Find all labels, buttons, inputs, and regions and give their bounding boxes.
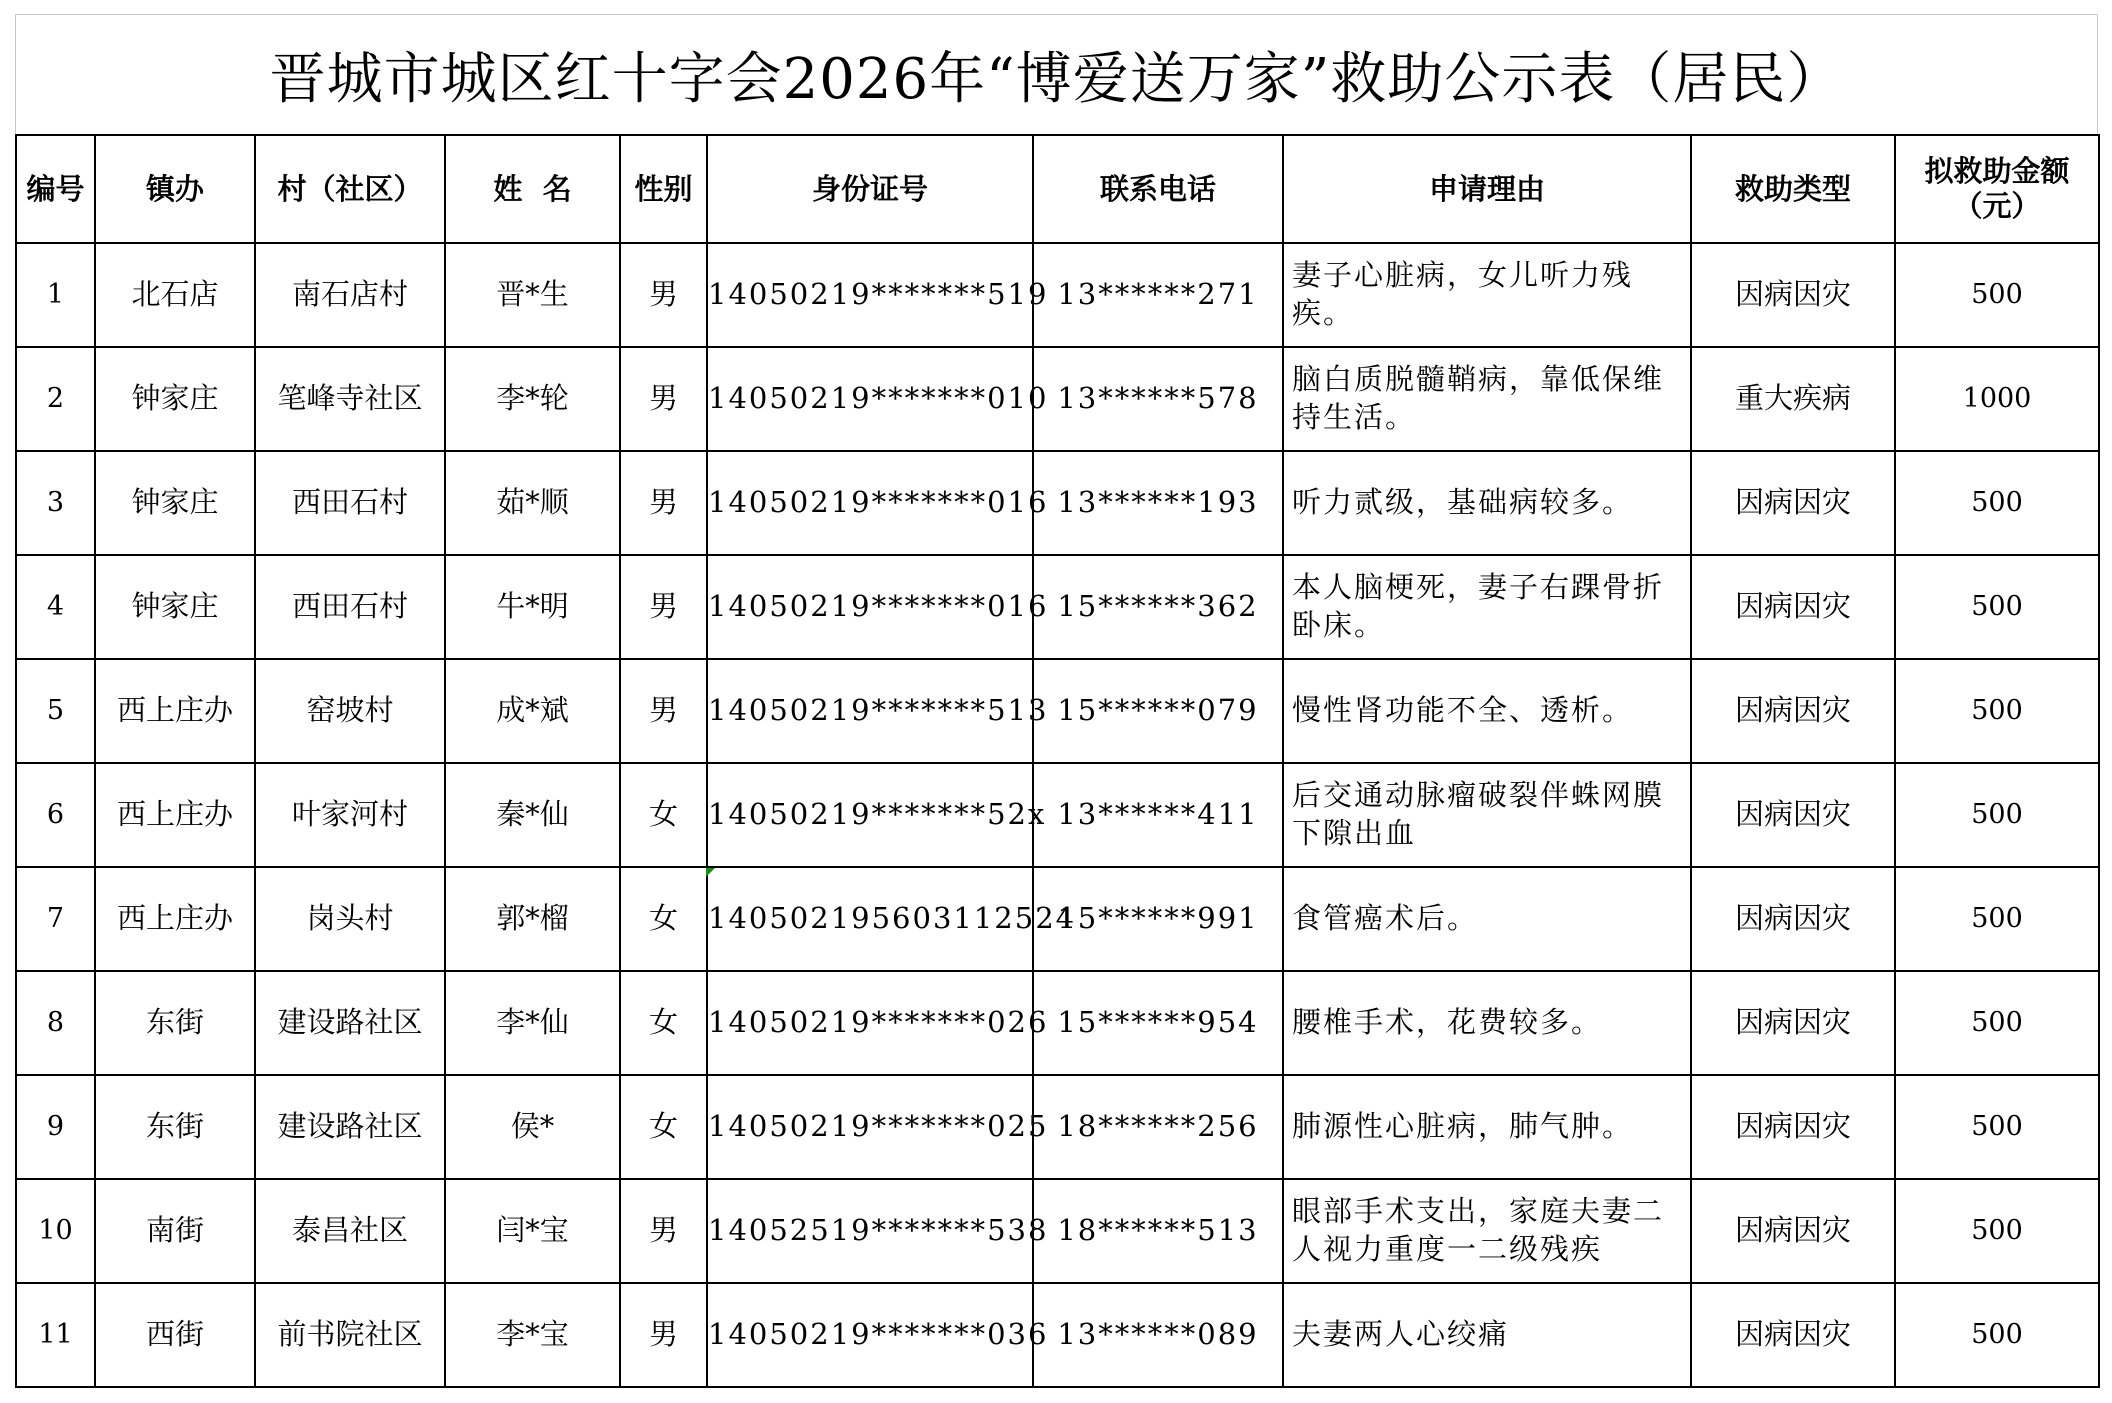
table-row bbox=[16, 1283, 2099, 1387]
header-village: 村（社区） bbox=[255, 135, 445, 243]
cell-reason: 腰椎手术，花费较多。 bbox=[1283, 971, 1691, 1075]
cell-no: 8 bbox=[16, 971, 95, 1075]
cell-relief-type: 因病因灾 bbox=[1691, 243, 1895, 347]
cell-town: 西上庄办 bbox=[95, 867, 255, 971]
cell-village: 南石店村 bbox=[255, 243, 445, 347]
cell-village: 泰昌社区 bbox=[255, 1179, 445, 1283]
table-row bbox=[16, 243, 2099, 347]
cell-amount: 500 bbox=[1895, 867, 2099, 971]
cell-id-number: 14050219*******025 bbox=[707, 1075, 1033, 1179]
cell-relief-type: 因病因灾 bbox=[1691, 1179, 1895, 1283]
cell-relief-type: 因病因灾 bbox=[1691, 1283, 1895, 1387]
cell-name: 李*宝 bbox=[445, 1283, 620, 1387]
cell-amount: 500 bbox=[1895, 1075, 2099, 1179]
cell-no: 3 bbox=[16, 451, 95, 555]
cell-no: 1 bbox=[16, 243, 95, 347]
cell-town: 西上庄办 bbox=[95, 763, 255, 867]
cell-id-number: 14050219*******010 bbox=[707, 347, 1033, 451]
cell-relief-type: 重大疾病 bbox=[1691, 347, 1895, 451]
cell-name: 李*轮 bbox=[445, 347, 620, 451]
cell-amount: 500 bbox=[1895, 1179, 2099, 1283]
header-gender: 性别 bbox=[620, 135, 707, 243]
cell-name: 闫*宝 bbox=[445, 1179, 620, 1283]
header-name: 姓 名 bbox=[445, 135, 620, 243]
cell-gender: 女 bbox=[620, 1075, 707, 1179]
table-row bbox=[16, 451, 2099, 555]
cell-name: 秦*仙 bbox=[445, 763, 620, 867]
cell-id-number: 14050219*******513 bbox=[707, 659, 1033, 763]
cell-reason: 妻子心脏病，女儿听力残疾。 bbox=[1283, 243, 1691, 347]
cell-town: 钟家庄 bbox=[95, 451, 255, 555]
cell-amount: 1000 bbox=[1895, 347, 2099, 451]
cell-relief-type: 因病因灾 bbox=[1691, 1075, 1895, 1179]
cell-village: 笔峰寺社区 bbox=[255, 347, 445, 451]
cell-relief-type: 因病因灾 bbox=[1691, 971, 1895, 1075]
cell-amount: 500 bbox=[1895, 451, 2099, 555]
cell-no: 11 bbox=[16, 1283, 95, 1387]
header-town: 镇办 bbox=[95, 135, 255, 243]
table-row bbox=[16, 347, 2099, 451]
cell-village: 叶家河村 bbox=[255, 763, 445, 867]
cell-id-number: 14052519*******538 bbox=[707, 1179, 1033, 1283]
cell-town: 钟家庄 bbox=[95, 347, 255, 451]
cell-phone: 13******193 bbox=[1033, 451, 1283, 555]
cell-gender: 男 bbox=[620, 659, 707, 763]
cell-gender: 男 bbox=[620, 555, 707, 659]
cell-gender: 女 bbox=[620, 763, 707, 867]
cell-reason: 本人脑梗死，妻子右踝骨折卧床。 bbox=[1283, 555, 1691, 659]
cell-name: 李*仙 bbox=[445, 971, 620, 1075]
table-row bbox=[16, 555, 2099, 659]
cell-amount: 500 bbox=[1895, 1283, 2099, 1387]
cell-gender: 女 bbox=[620, 971, 707, 1075]
cell-reason: 脑白质脱髓鞘病，靠低保维持生活。 bbox=[1283, 347, 1691, 451]
cell-town: 西街 bbox=[95, 1283, 255, 1387]
cell-gender: 女 bbox=[620, 867, 707, 971]
cell-id-number: 14050219*******52x bbox=[707, 763, 1033, 867]
cell-village: 岗头村 bbox=[255, 867, 445, 971]
cell-town: 南街 bbox=[95, 1179, 255, 1283]
cell-relief-type: 因病因灾 bbox=[1691, 451, 1895, 555]
cell-gender: 男 bbox=[620, 1179, 707, 1283]
cell-id-number: 14050219*******016 bbox=[707, 451, 1033, 555]
cell-village: 建设路社区 bbox=[255, 1075, 445, 1179]
cell-phone: 15******954 bbox=[1033, 971, 1283, 1075]
relief-table bbox=[15, 134, 2100, 1388]
cell-reason: 眼部手术支出，家庭夫妻二人视力重度一二级残疾 bbox=[1283, 1179, 1691, 1283]
table-row bbox=[16, 971, 2099, 1075]
cell-name: 郭*榴 bbox=[445, 867, 620, 971]
cell-no: 7 bbox=[16, 867, 95, 971]
cell-name: 侯* bbox=[445, 1075, 620, 1179]
cell-phone: 13******089 bbox=[1033, 1283, 1283, 1387]
cell-no: 4 bbox=[16, 555, 95, 659]
cell-gender: 男 bbox=[620, 451, 707, 555]
header-id: 身份证号 bbox=[707, 135, 1033, 243]
relief-publicity-sheet bbox=[15, 14, 2098, 1388]
cell-reason: 后交通动脉瘤破裂伴蛛网膜下隙出血 bbox=[1283, 763, 1691, 867]
cell-reason: 肺源性心脏病，肺气肿。 bbox=[1283, 1075, 1691, 1179]
cell-phone: 13******271 bbox=[1033, 243, 1283, 347]
cell-village: 窑坡村 bbox=[255, 659, 445, 763]
cell-town: 西上庄办 bbox=[95, 659, 255, 763]
page-title: 晋城市城区红十字会2026年“博爱送万家”救助公示表（居民） bbox=[269, 46, 1844, 112]
cell-amount: 500 bbox=[1895, 971, 2099, 1075]
cell-relief-type: 因病因灾 bbox=[1691, 867, 1895, 971]
cell-town: 钟家庄 bbox=[95, 555, 255, 659]
header-amount: 拟救助金额（元） bbox=[1895, 135, 2099, 243]
cell-reason: 食管癌术后。 bbox=[1283, 867, 1691, 971]
cell-no: 5 bbox=[16, 659, 95, 763]
cell-phone: 18******256 bbox=[1033, 1075, 1283, 1179]
table-body bbox=[16, 243, 2099, 1387]
cell-phone: 15******079 bbox=[1033, 659, 1283, 763]
cell-phone: 18******513 bbox=[1033, 1179, 1283, 1283]
cell-id-number: 14050219*******016 bbox=[707, 555, 1033, 659]
cell-village: 建设路社区 bbox=[255, 971, 445, 1075]
cell-town: 东街 bbox=[95, 1075, 255, 1179]
header-type: 救助类型 bbox=[1691, 135, 1895, 243]
cell-no: 9 bbox=[16, 1075, 95, 1179]
table-header-row bbox=[16, 135, 2099, 243]
cell-no: 6 bbox=[16, 763, 95, 867]
table-row bbox=[16, 659, 2099, 763]
title-box bbox=[15, 14, 2098, 134]
cell-phone: 13******578 bbox=[1033, 347, 1283, 451]
cell-id-number: 14050219*******026 bbox=[707, 971, 1033, 1075]
cell-reason: 听力贰级，基础病较多。 bbox=[1283, 451, 1691, 555]
table-row bbox=[16, 1179, 2099, 1283]
cell-name: 晋*生 bbox=[445, 243, 620, 347]
cell-amount: 500 bbox=[1895, 243, 2099, 347]
cell-no: 10 bbox=[16, 1179, 95, 1283]
cell-gender: 男 bbox=[620, 1283, 707, 1387]
cell-phone: 15******991 bbox=[1033, 867, 1283, 971]
cell-name: 茹*顺 bbox=[445, 451, 620, 555]
cell-village: 前书院社区 bbox=[255, 1283, 445, 1387]
cell-village: 西田石村 bbox=[255, 451, 445, 555]
cell-village: 西田石村 bbox=[255, 555, 445, 659]
cell-reason: 夫妻两人心绞痛 bbox=[1283, 1283, 1691, 1387]
cell-town: 东街 bbox=[95, 971, 255, 1075]
cell-relief-type: 因病因灾 bbox=[1691, 659, 1895, 763]
header-phone: 联系电话 bbox=[1033, 135, 1283, 243]
cell-phone: 15******362 bbox=[1033, 555, 1283, 659]
cell-id-number: 14050219*******036 bbox=[707, 1283, 1033, 1387]
cell-gender: 男 bbox=[620, 243, 707, 347]
cell-id-number: 140502195603112524 bbox=[707, 867, 1033, 971]
cell-id-number: 14050219*******519 bbox=[707, 243, 1033, 347]
cell-comment-marker bbox=[706, 868, 715, 877]
cell-name: 成*斌 bbox=[445, 659, 620, 763]
cell-relief-type: 因病因灾 bbox=[1691, 763, 1895, 867]
cell-name: 牛*明 bbox=[445, 555, 620, 659]
table-row bbox=[16, 867, 2099, 971]
cell-phone: 13******411 bbox=[1033, 763, 1283, 867]
header-no: 编号 bbox=[16, 135, 95, 243]
cell-amount: 500 bbox=[1895, 763, 2099, 867]
cell-relief-type: 因病因灾 bbox=[1691, 555, 1895, 659]
cell-amount: 500 bbox=[1895, 555, 2099, 659]
cell-gender: 男 bbox=[620, 347, 707, 451]
cell-no: 2 bbox=[16, 347, 95, 451]
table-row bbox=[16, 763, 2099, 867]
header-reason: 申请理由 bbox=[1283, 135, 1691, 243]
table-row bbox=[16, 1075, 2099, 1179]
cell-town: 北石店 bbox=[95, 243, 255, 347]
cell-amount: 500 bbox=[1895, 659, 2099, 763]
cell-reason: 慢性肾功能不全、透析。 bbox=[1283, 659, 1691, 763]
